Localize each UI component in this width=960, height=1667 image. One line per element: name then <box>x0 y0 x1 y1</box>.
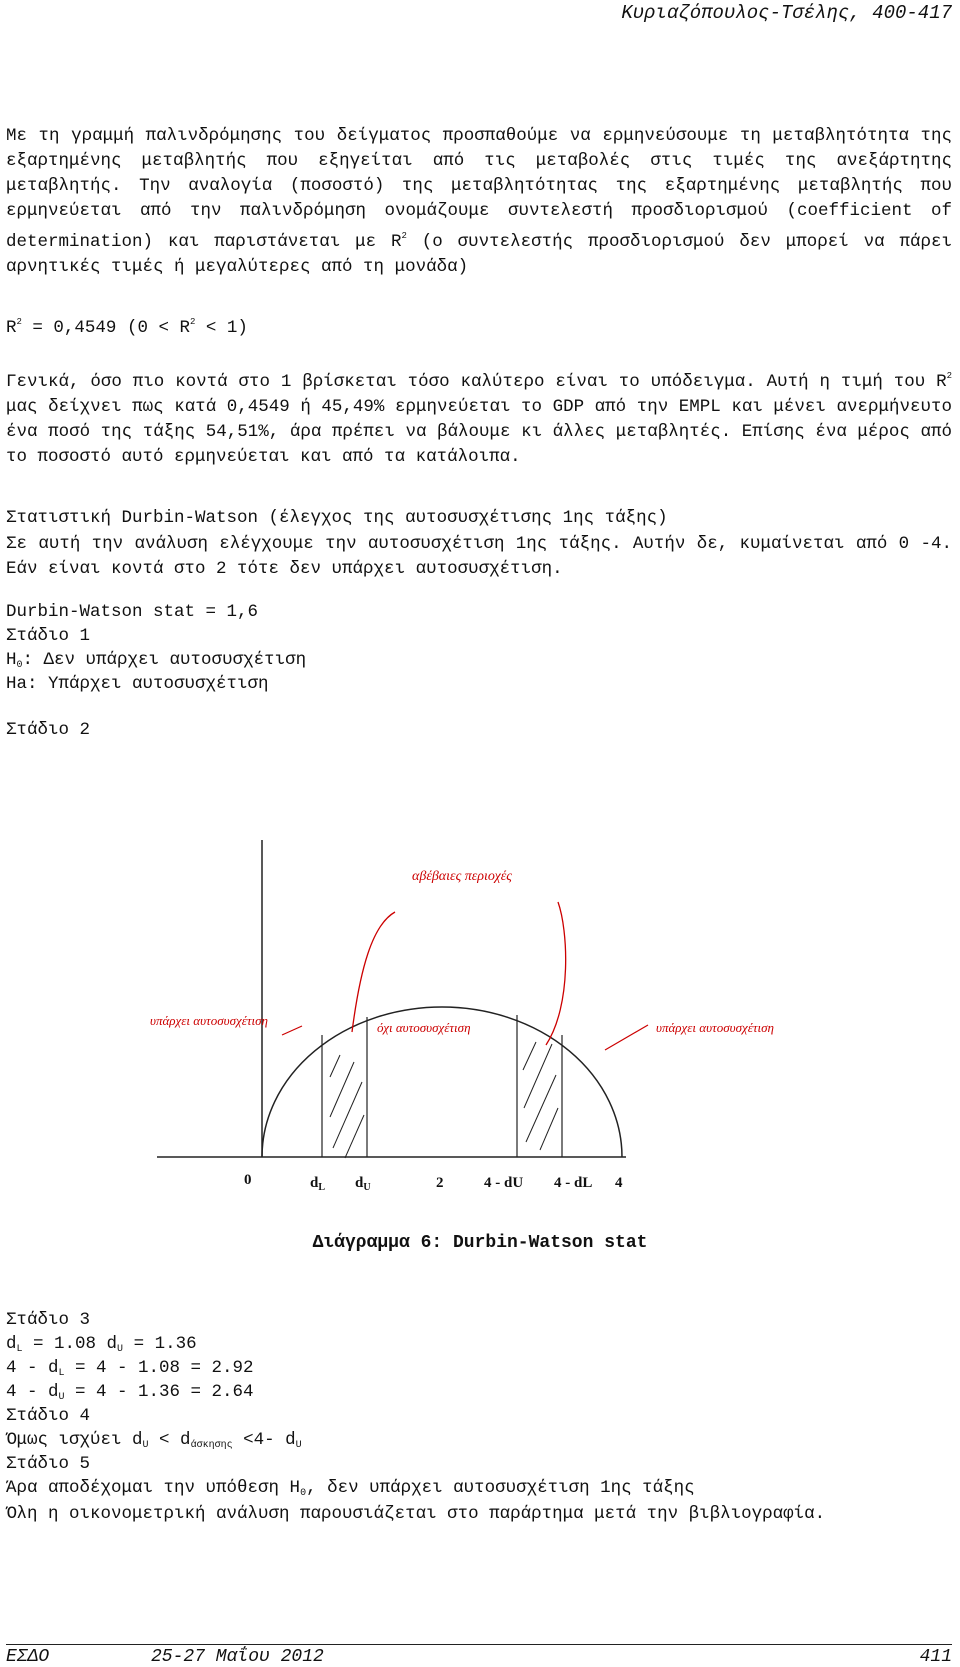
figure-caption: Διάγραμμα 6: Durbin-Watson stat <box>312 1233 648 1253</box>
tick-2: 2 <box>436 1175 444 1191</box>
hatch-left <box>330 1055 364 1158</box>
h0-line: $H_0$: Δεν υπάρχει αυτοσυσχέτιση <box>6 650 307 671</box>
footer-left: ΕΣΔΟ <box>6 1647 50 1667</box>
no-autocorrelation-label: όχι αυτοσυσχέτιση <box>377 1020 471 1035</box>
hatch-right <box>523 1042 558 1150</box>
paragraph-interpretation: Γενικά, όσο πιο κοντά στο 1 βρίσκεται τόσο καλύτερο είναι το υπόδειγμα. Αυτή η τιμή του $R^2$ μας δείχνει πως κατά 0,4549 ή 45,49% ερμηνεύεται το GDP από την EMPL και μένει ανερμήνευτο ένα ποσό της τάξης 54,51%, άρα πρέπει να βάλουμε κι άλλες μεταβλητές. Επίσης ένα μέρος από το ποσοστό αυτό ερμηνεύεται και από τα κατάλοιπα. <box>6 371 952 467</box>
paragraph-regression <box>6 124 952 280</box>
stage-4-label: Στάδιο 4 <box>6 1406 91 1426</box>
dl-du-values: $d_L = 1.08$ $d_U = 1.36$ <box>6 1334 197 1355</box>
stage-5-label: Στάδιο 5 <box>6 1454 91 1474</box>
paragraph-regression-text: Με τη γραμμή παλινδρόμησης του δείγματος προσπαθούμε να ερμηνεύσουμε τη μεταβλητότητα της εξαρτημένης μεταβλητής που εξηγείται από τις μεταβολές στις τιμές της ανεξάρτητης μεταβλητής. Την αναλογία (ποσοστό) της μεταβλητότητας της εξαρτημένης μεταβλητής που ερμηνεύεται από την παλινδρόμηση ονομάζουμε συντελεστή προσδιορισμού (coefficient of determination) και παριστάνεται με R <box>6 126 952 252</box>
right-label-pointer <box>605 1025 648 1050</box>
dw-stat-line: Durbin-Watson stat = 1,6 <box>6 602 259 622</box>
ha-line: Ha: Υπάρχει αυτοσυσχέτιση <box>6 674 269 694</box>
tick-dl: $d_L$ <box>310 1175 326 1193</box>
left-autocorrelation-label: υπάρχει αυτοσυσχέτιση <box>150 1013 268 1028</box>
right-autocorrelation-label: υπάρχει αυτοσυσχέτιση <box>656 1020 774 1035</box>
dw-diagram <box>0 830 960 1210</box>
stage-5-conclusion: Άρα αποδέχομαι την υπόθεση $H_0$, δεν υπάρχει αυτοσυσχέτιση 1ης τάξης <box>6 1478 695 1499</box>
stage-3-label: Στάδιο 3 <box>6 1310 91 1330</box>
left-label-pointer <box>282 1026 302 1035</box>
footer-date: 25-27 Μαΐου 2012 <box>151 1647 324 1667</box>
tick-du: $d_U$ <box>355 1175 371 1193</box>
four-minus-dl: $4 - d_L = 4 - 1.08 = 2.92$ <box>6 1358 254 1379</box>
footer-page-number: 411 <box>919 1647 952 1667</box>
r2-superscript: 2 <box>401 231 407 241</box>
four-minus-du: $4 - d_U = 4 - 1.36 = 2.64$ <box>6 1382 254 1403</box>
uncertain-regions-label: αβέβαιες περιοχές <box>412 869 512 884</box>
tick-4: 4 <box>615 1175 623 1191</box>
tick-4-du: 4 - dU <box>484 1175 524 1191</box>
running-header: Κυριαζόπουλος-Τσέλης, 400-417 <box>621 2 952 24</box>
stage-4-condition: Όμως ισχύει $d_U < d_{ά\sigma\kappa\eta\sigma\eta\varsigma} <4-$ $d_U$ <box>6 1430 302 1451</box>
footer-rule <box>6 1644 952 1645</box>
final-paragraph: Όλη η οικονομετρική ανάλυση παρουσιάζεται στο παράρτημα μετά την βιβλιογραφία. <box>6 1504 826 1524</box>
dw-paragraph: Σε αυτή την ανάλυση ελέγχουμε την αυτοσυσχέτιση 1ης τάξης. Αυτήν δε, κυμαίνεται από 0 -4. Εάν είναι κοντά στο 2 τότε δεν υπάρχει αυτοσυσχέτιση. <box>6 534 952 579</box>
stage-1-label: Στάδιο 1 <box>6 626 91 646</box>
tick-0: 0 <box>244 1172 252 1188</box>
uncertain-arrow-right <box>546 902 566 1045</box>
paragraph-regression-tail: (ο συντελεστής προσδιορισμού δεν μπορεί να πάρει αρνητικές τιμές ή μεγαλύτερες από τη μονάδα) <box>6 232 952 277</box>
r2-value-line: $R^2 = 0,4549$ $(0 < R^2 < 1)$ <box>6 317 248 338</box>
stage-2-label: Στάδιο 2 <box>6 720 91 740</box>
tick-4-dl: 4 - dL <box>554 1175 593 1191</box>
dw-section-title: Στατιστική Durbin-Watson (έλεγχος της αυτοσυσχέτισης 1ης τάξης) <box>6 508 668 528</box>
